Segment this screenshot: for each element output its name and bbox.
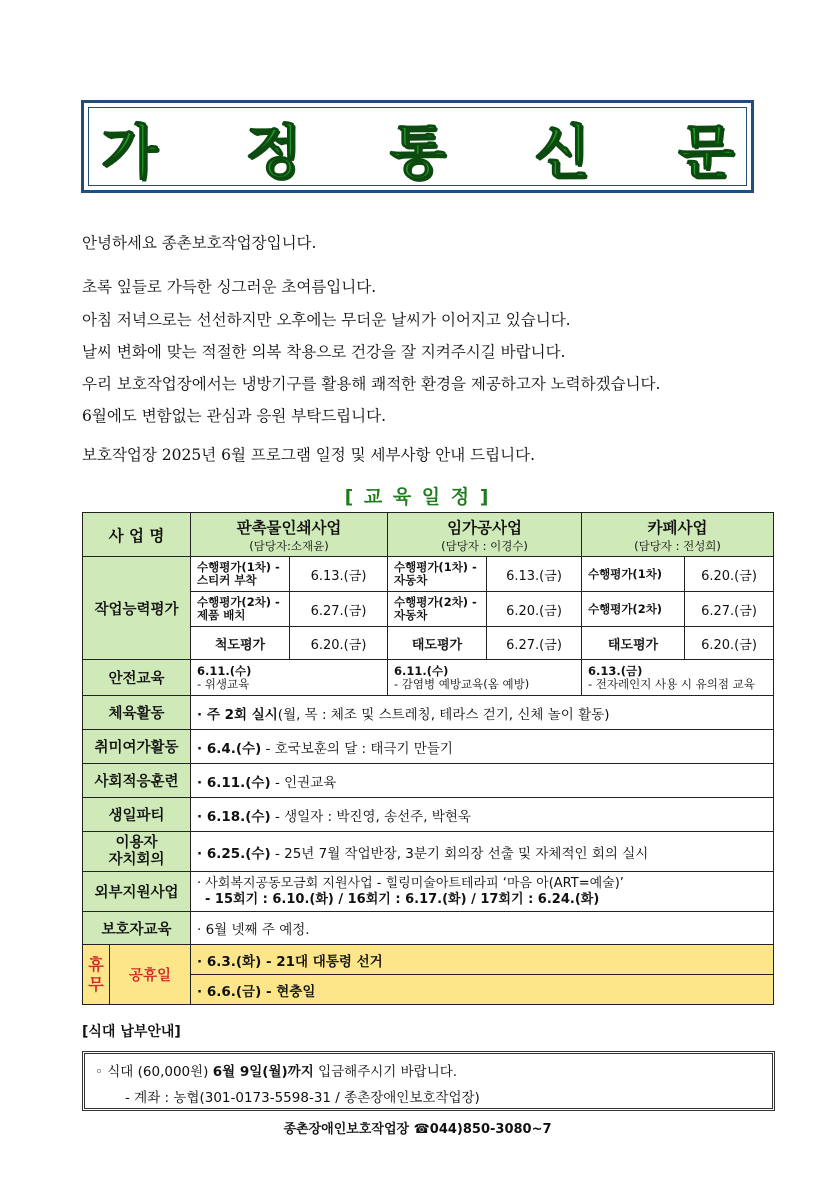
- header-cafe-manager: (담당자 : 전성희): [634, 538, 721, 553]
- schedule-section-title: [ 교 육 일 정 ]: [344, 486, 491, 508]
- council-rest: - 25년 7월 작업반장, 3분기 회의장 선출 및 자체적인 회의 실시: [270, 845, 649, 862]
- birthday-desc: [191, 798, 774, 832]
- header-label: 사 업 명: [83, 513, 191, 557]
- birthday-label: 생일파티: [83, 798, 191, 832]
- assess-item: 수행평가(1차): [582, 557, 685, 592]
- assess-date: 6.27.(금): [290, 592, 388, 627]
- assess-date: 6.20.(금): [685, 627, 774, 660]
- assess-item: 태도평가: [388, 627, 487, 660]
- header-cafe-name: 카페사업: [647, 518, 708, 537]
- hobby-label: 취미여가활동: [83, 730, 191, 764]
- assess-item: 수행평가(2차) - 제품 배치: [191, 592, 290, 627]
- social-row: [83, 764, 774, 798]
- safety-print: [191, 660, 388, 696]
- hobby-rest: - 호국보훈의 달 : 태극기 만들기: [261, 740, 453, 757]
- council-label-1: 이용자: [115, 834, 158, 851]
- guardian-row: [83, 912, 774, 945]
- safety-label: 안전교육: [83, 660, 191, 696]
- hobby-bold: · 6.4.(수): [197, 740, 262, 757]
- council-row: [83, 832, 774, 872]
- social-bold: · 6.11.(수): [197, 774, 271, 791]
- header-cafe-business: [582, 513, 774, 557]
- intro-line-5: 6월에도 변함없는 관심과 응원 부탁드립니다.: [82, 407, 387, 425]
- header-assembly-name: 임가공사업: [447, 518, 522, 537]
- intro-line-1: 초록 잎들로 가득한 싱그러운 초여름입니다.: [82, 278, 377, 296]
- title-frame: [81, 100, 768, 193]
- safety-detail: - 위생교육: [197, 676, 250, 691]
- birthday-bold: · 6.18.(수): [197, 808, 271, 825]
- council-label: [83, 832, 191, 872]
- social-label: 사회적응훈련: [83, 764, 191, 798]
- guardian-label: 보호자교육: [83, 912, 191, 945]
- assess-date: 6.20.(금): [487, 592, 582, 627]
- meal-pre: ◦ 식대 (60,000원): [95, 1064, 213, 1080]
- external-label: 외부지원사업: [83, 872, 191, 912]
- holiday-text: - 현충일: [261, 983, 316, 1000]
- header-assembly-manager: (담당자 : 이경수): [441, 538, 528, 553]
- header-print-name: 판촉물인쇄사업: [236, 518, 342, 537]
- footer-contact: 종촌장애인보호작업장 ☎044)850-3080~7: [283, 1122, 552, 1137]
- assess-item: 수행평가(2차): [582, 592, 685, 627]
- safety-detail: - 감염병 예방교육(옴 예방): [394, 676, 530, 691]
- council-desc: [191, 832, 774, 872]
- holiday-label-1: 휴: [88, 954, 104, 974]
- external-desc: [191, 872, 774, 912]
- assess-date: 6.27.(금): [487, 627, 582, 660]
- pe-bold: · 주 2회 실시: [197, 706, 278, 723]
- assess-date: 6.13.(금): [290, 557, 388, 592]
- holiday-item-2: [191, 975, 774, 1005]
- external-line-1: · 사회복지공동모금회 지원사업 - 힐링미술아트테라피 ‘마음 아(ART=예술)’: [197, 875, 624, 891]
- program-notice: 보호작업장 2025년 6월 프로그램 일정 및 세부사항 안내 드립니다.: [82, 446, 536, 464]
- safety-row: [83, 660, 774, 696]
- safety-detail: - 전자레인지 사용 시 유의점 교육: [588, 676, 755, 691]
- meal-account: - 계좌 : 농협(301-0173-5598-31 / 종촌장애인보호작업장): [125, 1090, 480, 1106]
- social-rest: - 인권교육: [270, 774, 337, 791]
- schedule-table: [82, 512, 774, 1005]
- external-line-2: - 15회기 : 6.10.(화) / 16회기 : 6.17.(화) / 17회기 : 6.24.(화): [205, 891, 600, 907]
- meal-post: 입금해주시기 바랍니다.: [313, 1064, 458, 1080]
- assess-date: 6.27.(금): [685, 592, 774, 627]
- assess-date: 6.13.(금): [487, 557, 582, 592]
- holiday-date: · 6.3.(화): [197, 953, 262, 970]
- assess-date: 6.20.(금): [290, 627, 388, 660]
- safety-date: 6.11.(수): [394, 663, 449, 678]
- birthday-row: [83, 798, 774, 832]
- assess-date: 6.20.(금): [685, 557, 774, 592]
- assess-item: 수행평가(1차) - 자동차: [388, 557, 487, 592]
- holiday-date: · 6.6.(금): [197, 983, 262, 1000]
- assess-item: 수행평가(2차) - 자동차: [388, 592, 487, 627]
- birthday-rest: - 생일자 : 박진영, 송선주, 박현욱: [270, 808, 471, 825]
- safety-cafe: [582, 660, 774, 696]
- header-print-business: [191, 513, 388, 557]
- meal-line-1: [95, 1060, 762, 1080]
- holiday-row-1: [83, 945, 774, 975]
- assessment-label: 작업능력평가: [83, 557, 191, 660]
- pe-rest: (월, 목 : 체조 및 스트레칭, 테라스 걷기, 신체 놀이 활동): [277, 706, 610, 723]
- header-assembly-business: [388, 513, 582, 557]
- holiday-label-2: 무: [88, 974, 104, 994]
- assessment-row-1: [83, 557, 774, 592]
- external-row: [83, 872, 774, 912]
- header-print-manager: (담당자:소재윤): [249, 538, 329, 553]
- title-inner-frame: [88, 107, 768, 186]
- safety-assembly: [388, 660, 582, 696]
- hobby-row: [83, 730, 774, 764]
- table-header-row: [83, 513, 774, 557]
- council-label-2: 자치회의: [108, 851, 165, 868]
- pe-desc: [191, 696, 774, 730]
- meal-heading: [식대 납부안내]: [82, 1024, 181, 1040]
- social-desc: [191, 764, 774, 798]
- page-title: 가 정 통 신 문: [101, 117, 768, 186]
- intro-line-4: 우리 보호작업장에서는 냉방기구를 활용해 쾌적한 환경을 제공하고자 노력하겠습니다.: [82, 375, 661, 393]
- public-holiday-label: 공휴일: [110, 945, 191, 1005]
- pe-label: 체육활동: [83, 696, 191, 730]
- meal-notice-box: [82, 1051, 775, 1111]
- holiday-text: - 21대 대통령 선거: [261, 953, 383, 970]
- holiday-item-1: [191, 945, 774, 975]
- safety-date: 6.13.(금): [588, 663, 643, 678]
- guardian-desc: · 6월 넷째 주 예정.: [191, 912, 774, 945]
- assess-item: 수행평가(1차) -스티커 부착: [191, 557, 290, 592]
- meal-deadline: 6월 9일(월)까지: [212, 1064, 314, 1080]
- hobby-desc: [191, 730, 774, 764]
- pe-row: [83, 696, 774, 730]
- greeting: 안녕하세요 종촌보호작업장입니다.: [82, 234, 317, 252]
- intro-line-2: 아침 저녁으로는 선선하지만 오후에는 무더운 날씨가 이어지고 있습니다.: [82, 311, 571, 329]
- assess-item: 척도평가: [191, 627, 290, 660]
- assess-item: 태도평가: [582, 627, 685, 660]
- council-bold: · 6.25.(수): [197, 845, 271, 862]
- intro-line-3: 날씨 변화에 맞는 적절한 의복 착용으로 건강을 잘 지켜주시길 바랍니다.: [82, 343, 566, 361]
- safety-date: 6.11.(수): [197, 663, 252, 678]
- holiday-label: [83, 945, 110, 1005]
